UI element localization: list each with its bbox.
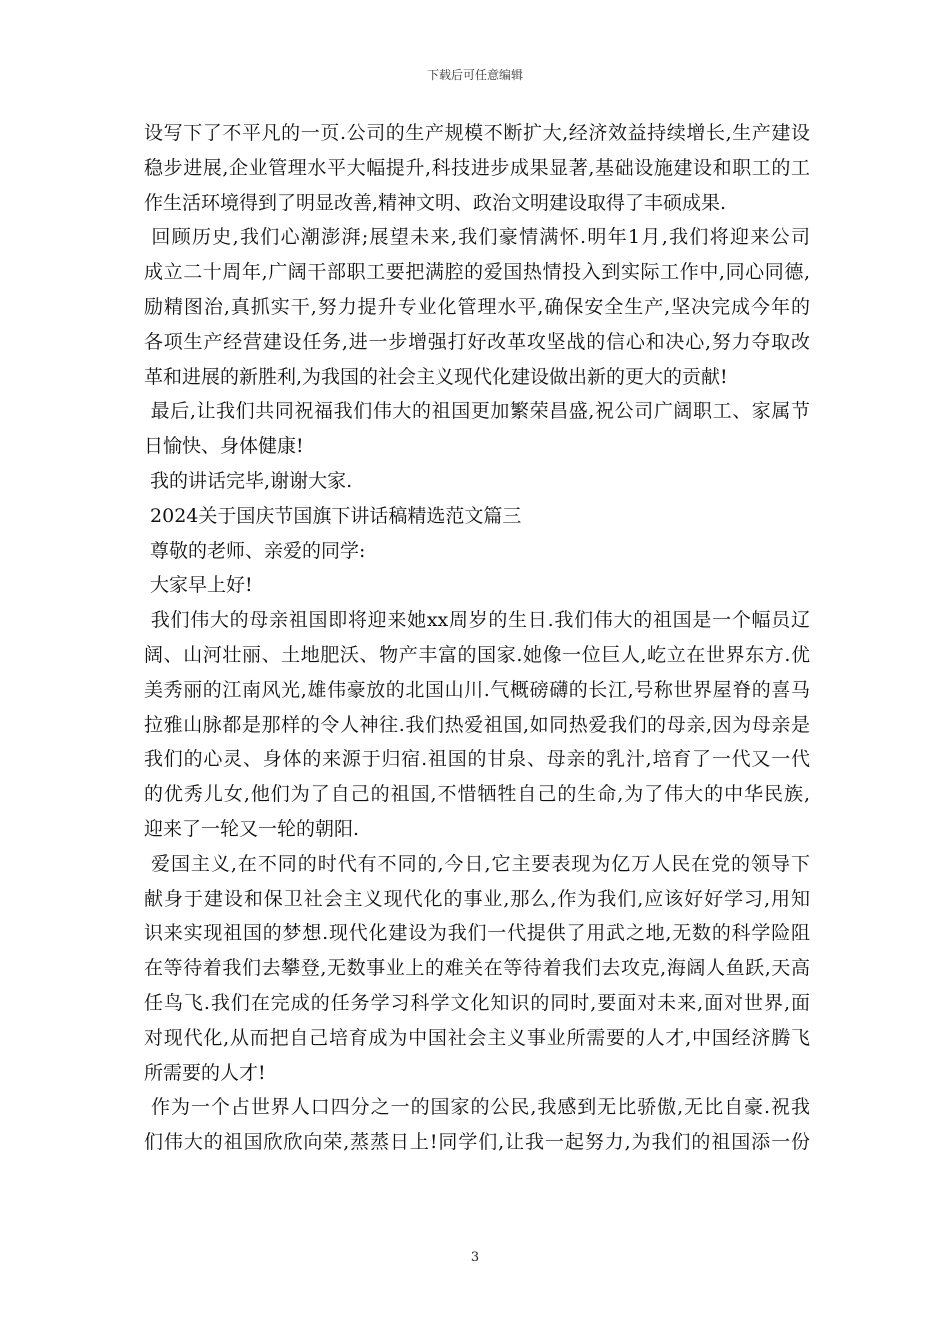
text-line: 所需要的人才! [144, 1061, 266, 1084]
text-line: 在等待着我们去攀登,无数事业上的难关在等待着我们去攻克,海阔人鱼跃,天高 [144, 957, 810, 980]
text-line: 作生活环境得到了明显改善,精神文明、政治文明建设取得了丰硕成果. [144, 191, 727, 214]
text-line: 献身于建设和保卫社会主义现代化的事业,那么,作为我们,应该好好学习,用知 [144, 887, 810, 910]
page-number: 3 [470, 1250, 480, 1265]
text-line: 大家早上好! [144, 574, 253, 597]
page-header: 下载后可任意编辑 [426, 68, 523, 82]
text-line: 们伟大的祖国欣欣向荣,蒸蒸日上!同学们,让我一起努力,为我们的祖国添一份 [144, 1131, 810, 1154]
text-line: 回顾历史,我们心潮澎湃;展望未来,我们豪情满怀.明年1月,我们将迎来公司 [144, 226, 810, 249]
text-line: 作为一个占世界人口四分之一的国家的公民,我感到无比骄傲,无比自豪.祝我 [144, 1096, 810, 1119]
text-line: 识来实现祖国的梦想.现代化建设为我们一代提供了用武之地,无数的科学险阻 [144, 922, 810, 945]
text-line: 励精图治,真抓实干,努力提升专业化管理水平,确保安全生产,坚决完成今年的 [144, 295, 810, 318]
text-line: 我们的心灵、身体的来源于归宿.祖国的甘泉、母亲的乳汁,培育了一代又一代 [144, 748, 810, 771]
text-line: 设写下了不平凡的一页.公司的生产规模不断扩大,经济效益持续增长,生产建设 [144, 122, 810, 144]
text-line: 美秀丽的江南风光,雄伟豪放的北国山川.气概磅礴的长江,号称世界屋脊的喜马 [144, 678, 810, 701]
text-line: 任鸟飞.我们在完成的任务学习科学文化知识的同时,要面对未来,面对世界,面 [144, 991, 810, 1014]
text-line: 2024关于国庆节国旗下讲话稿精选范文篇三 [144, 504, 522, 527]
text-line: 我们伟大的母亲祖国即将迎来她xx周岁的生日.我们伟大的祖国是一个幅员辽 [144, 609, 810, 632]
text-line: 对现代化,从而把自己培育成为中国社会主义事业所需要的人才,中国经济腾飞 [144, 1026, 810, 1049]
text-line: 最后,让我们共同祝福我们伟大的祖国更加繁荣昌盛,祝公司广阔职工、家属节 [144, 400, 810, 423]
text-line: 拉雅山脉都是那样的令人神往.我们热爱祖国,如同热爱我们的母亲,因为母亲是 [144, 713, 810, 736]
text-line: 尊敬的老师、亲爱的同学: [144, 539, 366, 562]
text-line: 的优秀儿女,他们为了自己的祖国,不惜牺牲自己的生命,为了伟大的中华民族, [144, 783, 810, 806]
text-line: 成立二十周年,广阔干部职工要把满腔的爱国热情投入到实际工作中,同心同德, [144, 261, 810, 284]
text-line: 我的讲话完毕,谢谢大家. [144, 469, 353, 492]
text-line: 各项生产经营建设任务,进一步增强打好改革攻坚战的信心和决心,努力夺取改 [144, 330, 810, 353]
text-line: 阔、山河壮丽、土地肥沃、物产丰富的国家.她像一位巨人,屹立在世界东方.优 [144, 643, 810, 666]
text-line: 迎来了一轮又一轮的朝阳. [144, 817, 360, 840]
text-line: 日愉快、身体健康! [144, 435, 304, 458]
text-line: 革和进展的新胜利,为我国的社会主义现代化建设做出新的更大的贡献! [144, 365, 728, 388]
text-line: 稳步进展,企业管理水平大幅提升,科技进步成果显著,基础设施建设和职工的工 [144, 156, 810, 179]
document-body [144, 116, 810, 1160]
text-line: 爱国主义,在不同的时代有不同的,今日,它主要表现为亿万人民在党的领导下 [144, 852, 810, 875]
